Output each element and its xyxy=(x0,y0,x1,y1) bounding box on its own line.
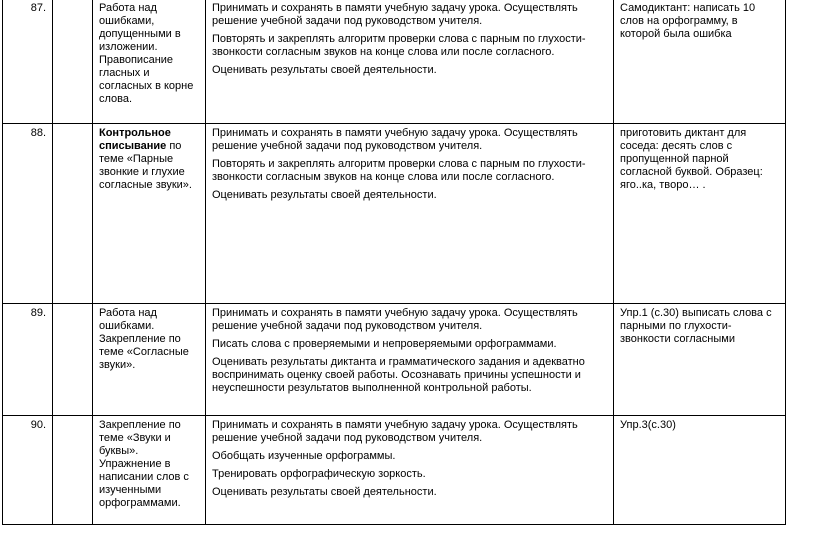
lesson-number: 90. xyxy=(3,416,53,525)
lesson-number: 87. xyxy=(3,0,53,124)
lesson-homework: приготовить диктант для соседа: десять слов с пропущенной парной согласной буквой. Образец: яго..ка, твoро… . xyxy=(614,124,786,304)
topic-text: Работа над ошибками. Закрепление по теме «Согласные звуки». xyxy=(99,307,189,371)
lesson-topic xyxy=(93,0,206,124)
lesson-activities xyxy=(206,304,614,416)
topic-text: по теме «Парные звонкие и глухие согласные звуки». xyxy=(99,140,192,191)
lesson-number: 89. xyxy=(3,304,53,416)
activity-text: Принимать и сохранять в памяти учебную задачу урока. Осуществлять решение учебной задачи под руководством учителя. xyxy=(212,2,578,27)
activity-text: Принимать и сохранять в памяти учебную задачу урока. Осуществлять решение учебной задачи под руководством учителя. xyxy=(212,307,578,332)
lesson-topic xyxy=(93,304,206,416)
activity-text: Обобщать изученные орфограммы. xyxy=(212,450,396,462)
lesson-homework: Самодиктант: написать 10 слов на орфограмму, в которой была ошибка xyxy=(614,0,786,124)
empty-cell xyxy=(53,0,93,124)
lesson-topic xyxy=(93,416,206,525)
activity-text: Повторять и закреплять алгоритм проверки слова с парным по глухости-звонкости согласным звуков на конце слова или после согласного. xyxy=(212,158,586,183)
topic-text: Работа над ошибками, допущенными в изложении. Правописание гласных и согласных в корне слова. xyxy=(99,2,194,105)
activity-text: Писать слова с проверяемыми и непроверяемыми орфограммами. xyxy=(212,338,557,350)
table-row xyxy=(3,416,786,525)
lesson-activities xyxy=(206,124,614,304)
activity-text: Оценивать результаты своей деятельности. xyxy=(212,64,437,76)
activity-text: Оценивать результаты своей деятельности. xyxy=(212,189,437,201)
lesson-topic xyxy=(93,124,206,304)
activity-text: Оценивать результаты диктанта и грамматического задания и адекватно воспринимать оценку своей работы. Осознавать причины успешности и неуспешности результатов выполненной контрольной работы. xyxy=(212,356,585,394)
table-row xyxy=(3,124,786,304)
topic-text: Закрепление по теме «Звуки и буквы». Упражнение в написании слов с изученными орфограммами. xyxy=(99,419,189,509)
lesson-homework: Упр.1 (с.30) выписать слова с парными по глухости-звонкости согласными xyxy=(614,304,786,416)
activity-text: Оценивать результаты своей деятельности. xyxy=(212,486,437,498)
activity-text: Принимать и сохранять в памяти учебную задачу урока. Осуществлять решение учебной задачи под руководством учителя. xyxy=(212,127,578,152)
empty-cell xyxy=(53,124,93,304)
table-row xyxy=(3,0,786,124)
activity-text: Тренировать орфографическую зоркость. xyxy=(212,468,426,480)
table-row xyxy=(3,304,786,416)
lesson-plan-table xyxy=(2,0,786,525)
lesson-homework: Упр.3(с.30) xyxy=(614,416,786,525)
empty-cell xyxy=(53,304,93,416)
empty-cell xyxy=(53,416,93,525)
activity-text: Принимать и сохранять в памяти учебную задачу урока. Осуществлять решение учебной задачи под руководством учителя. xyxy=(212,419,578,444)
lesson-activities xyxy=(206,416,614,525)
activity-text: Повторять и закреплять алгоритм проверки слова с парным по глухости-звонкости согласным звуков на конце слова или после согласного. xyxy=(212,33,586,58)
lesson-activities xyxy=(206,0,614,124)
topic-bold-text: Контрольное списывание xyxy=(99,127,171,152)
lesson-number: 88. xyxy=(3,124,53,304)
